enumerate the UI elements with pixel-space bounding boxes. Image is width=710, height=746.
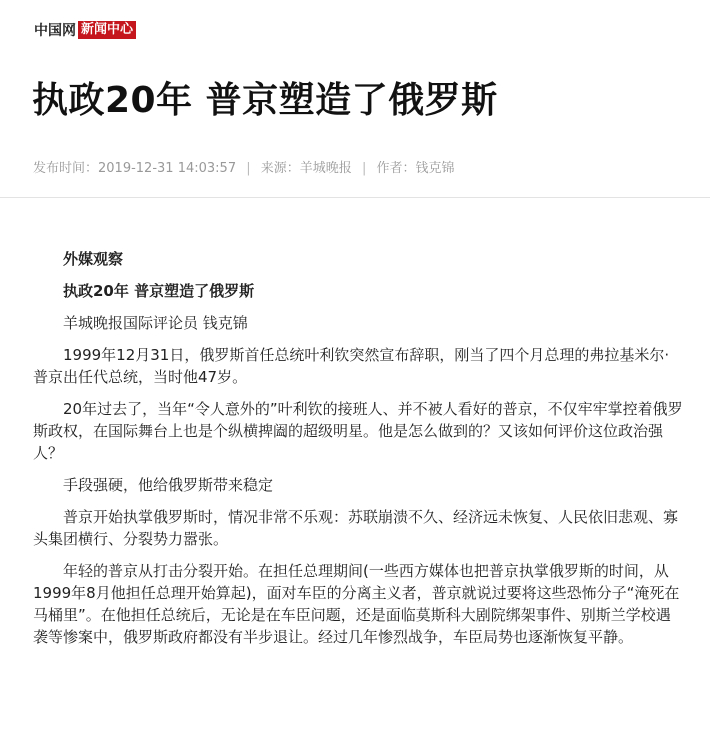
meta-separator: | bbox=[361, 161, 367, 176]
site-logo[interactable] bbox=[34, 20, 136, 40]
column-label: 外媒观察 bbox=[63, 250, 124, 268]
section-badge[interactable]: 新闻中心 bbox=[78, 21, 136, 39]
body-paragraph: 20年过去了，当年“令人意外的”叶利钦的接班人、并不被人看好的普京，不仅牢牢掌控着俄罗斯政权，在国际舞台上也是个纵横捭阖的超级明星。他是怎么做到的？又该如何评价这位政治强人？ bbox=[33, 400, 683, 462]
article-body bbox=[33, 248, 683, 658]
source-label: 来源： bbox=[260, 161, 300, 176]
body-paragraph: 年轻的普京从打击分裂开始。在担任总理期间(一些西方媒体也把普京执掌俄罗斯的时间，从1999年8月他担任总理开始算起)，面对车臣的分离主义者，普京就说过要将这些恐怖分子“淹死在马桶里”。在他担任总统后，无论是在车臣问题，还是面临莫斯科大剧院绑架事件、别斯兰学校遇袭等惨案中，俄罗斯政府都没有半步退让。经过几年惨烈战争，车臣局势也逐渐恢复平静。 bbox=[33, 562, 680, 646]
site-logo-text: 中国网 bbox=[34, 23, 76, 39]
author-name: 钱克锦 bbox=[415, 161, 455, 176]
header-divider bbox=[0, 197, 710, 198]
section-heading: 手段强硬，他给俄罗斯带来稳定 bbox=[63, 476, 274, 494]
body-paragraph: 1999年12月31日，俄罗斯首任总统叶利钦突然宣布辞职，刚当了四个月总理的弗拉基米尔·普京出任代总统，当时他47岁。 bbox=[33, 346, 670, 386]
article-meta bbox=[33, 157, 455, 176]
byline: 羊城晚报国际评论员 钱克锦 bbox=[63, 314, 248, 332]
source-name: 羊城晚报 bbox=[299, 161, 352, 176]
published-label: 发布时间： bbox=[33, 161, 99, 176]
article-subtitle: 执政20年 普京塑造了俄罗斯 bbox=[63, 282, 255, 300]
published-time: 2019-12-31 14:03:57 bbox=[98, 161, 237, 176]
author-label: 作者： bbox=[376, 161, 416, 176]
meta-separator: | bbox=[246, 161, 251, 176]
body-paragraph: 普京开始执掌俄罗斯时，情况非常不乐观：苏联崩溃不久、经济远未恢复、人民依旧悲观、寡头集团横行、分裂势力嚣张。 bbox=[33, 508, 679, 548]
article-title: 执政20年 普京塑造了俄罗斯 bbox=[32, 80, 498, 121]
